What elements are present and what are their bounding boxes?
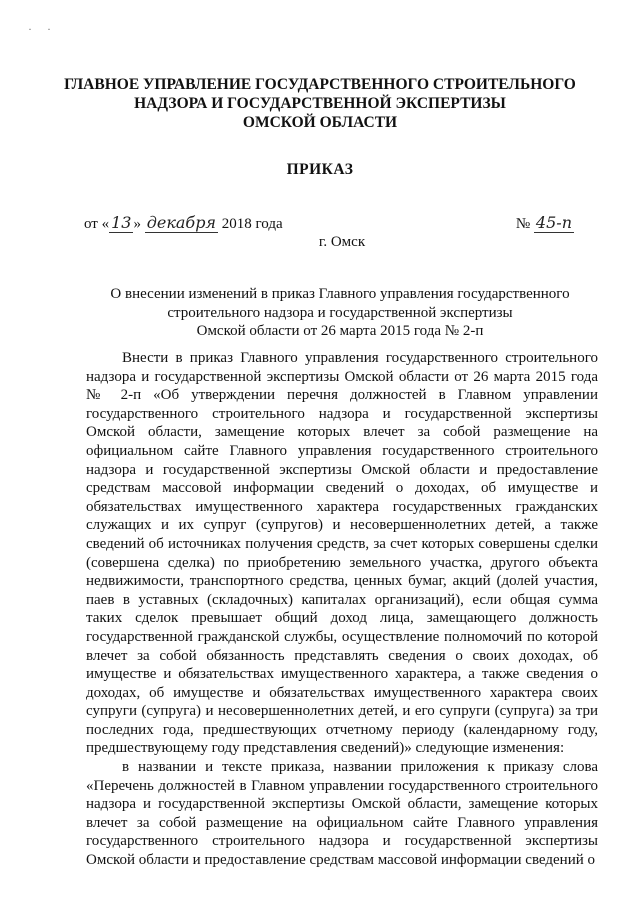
order-body [86, 349, 598, 870]
body-paragraph-1: Внести в приказ Главного управления государственного строительного надзора и государственной экспертизы Омской области от 26 марта 2015 года № 2-п «Об утверждении перечня должностей в Главном управлении государственного строительного надзора и государственной экспертизы Омской области, замещение которых влечет за собой размещение на официальном сайте Главного управления государственного строительного надзора и государственной экспертизы Омской области и предоставление средствам массовой информации сведений о доходах, об имуществе и обязательствах имущественного характера государственных гражданских служащих и их супруг (супругов) и несовершеннолетних детей, а также сведений об источниках получения средств, за счет которых совершены сделки (совершена сделка) по приобретению земельного участка, другого объекта недвижимости, транспортного средства, ценных бумаг, акций (долей участия, паев в уставных (складочных) капиталах организаций), если общая сумма таких сделок превышает общий доход лица, замещающего должность государственной гражданской службы, осуществление полномочий по которой влечет за собой обязанность представлять сведения о своих доходах, об имуществе и обязательствах имущественного характера, а также сведения о доходах, об имуществе и обязательствах имущественного характера своих супруги (супруга) и несовершеннолетних детей, и его супруги (супруга) за три последних года, предшествующих отчетному периоду (календарному году, предшествующему году представления сведений)» следующие изменения: [86, 350, 598, 757]
subject-line-3: Омской области от 26 марта 2015 года № 2-п [196, 323, 484, 339]
header-line-1: ГЛАВНОЕ УПРАВЛЕНИЕ ГОСУДАРСТВЕННОГО СТРОИТЕЛЬНОГО [64, 76, 576, 93]
number-sign: № [515, 216, 531, 232]
document-title: ПРИКАЗ [286, 161, 354, 178]
header-line-2: НАДЗОРА И ГОСУДАРСТВЕННОЙ ЭКСПЕРТИЗЫ [134, 95, 506, 112]
order-subject [90, 285, 590, 341]
organization-header [0, 75, 640, 132]
date-prefix: от « [84, 216, 110, 232]
number-value-handwritten: 45-п [535, 213, 572, 232]
date-year: 2018 года [221, 216, 283, 232]
city: г. Омск [318, 234, 366, 250]
scan-specks: · · [28, 22, 57, 36]
subject-line-1: О внесении изменений в приказ Главного управления государственного [110, 286, 570, 302]
date-quote-close: » [133, 216, 141, 232]
body-paragraph-2: в названии и тексте приказа, названии приложения к приказу слова «Перечень должностей в Главном управлении государственного строительного надзора и государственной экспертизы Омской области, замещение которых влечет за собой размещение на официальном сайте Главного управления государственного строительного надзора и государственной экспертизы Омской области и предоставление средствам массовой информации сведений о [86, 759, 598, 869]
header-line-3: ОМСКОЙ ОБЛАСТИ [242, 114, 398, 131]
date-day-handwritten: 13 [111, 213, 132, 232]
order-date [84, 213, 283, 233]
subject-line-2: строительного надзора и государственной экспертизы [167, 304, 513, 321]
date-month-handwritten: декабря [146, 213, 217, 232]
order-number [516, 213, 574, 233]
